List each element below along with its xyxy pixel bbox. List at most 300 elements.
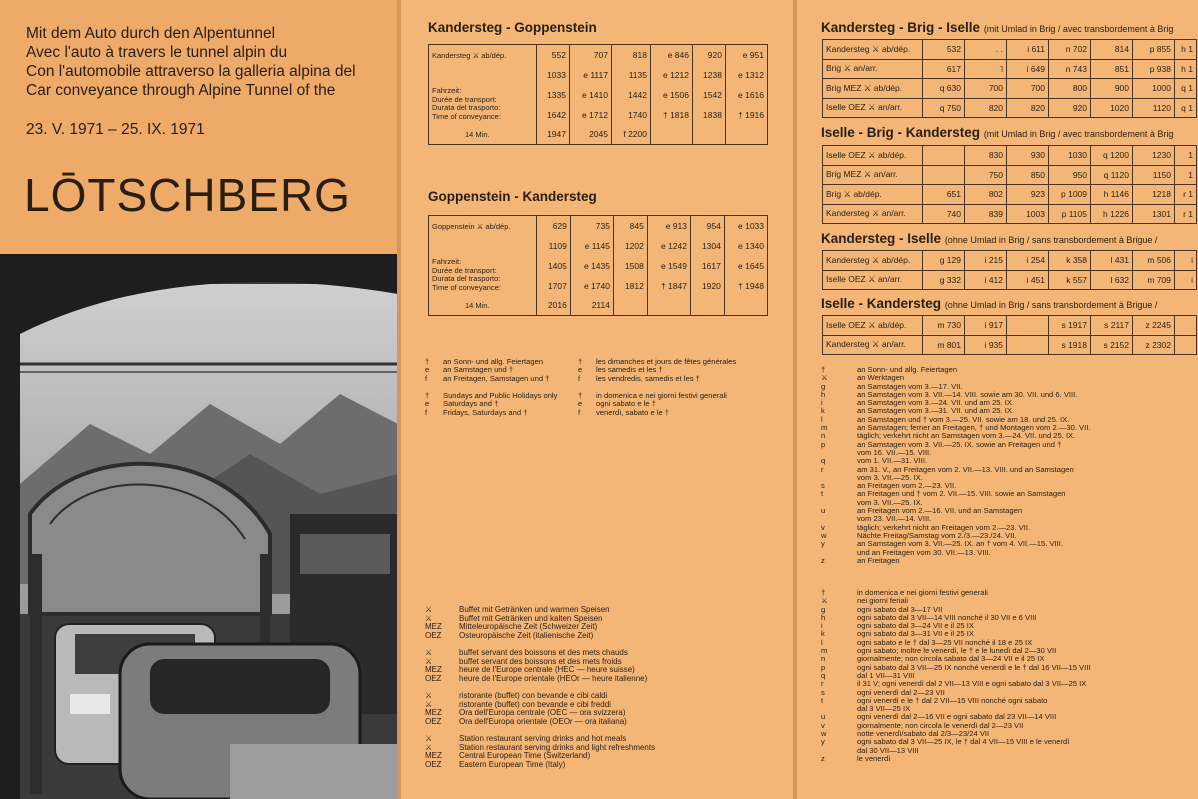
departure-time: e 1117	[569, 65, 611, 85]
departure-time: e 1410	[569, 85, 611, 105]
station-name: Kandersteg ⚔ ab/dép.	[823, 40, 923, 60]
legend-text: buffet servant des boissons et des mets chauds	[459, 648, 628, 657]
departure-time: † 1948	[724, 276, 767, 296]
note-text: giornalmente; non circola sabato dal 3—24 VII e il 25 IX	[857, 654, 1045, 664]
note-text: notte venerdì/sabato dal 2/3—23/24 VII	[857, 729, 990, 739]
conveyance-label-line: Time of conveyance:	[432, 282, 501, 292]
note-symbol: l	[821, 414, 823, 424]
legend-text: Ora dell'Europa centrale (OEC — ora svizzera)	[459, 708, 626, 717]
note-text: ogni sabato e le † dal 3—25 VII nonché il 18 e 25 IX	[857, 637, 1033, 647]
note-symbol: r	[821, 679, 824, 689]
note-symbol: g	[821, 604, 826, 614]
legend-text: heure de l'Europe centrale (HEC — heure suisse)	[459, 665, 635, 674]
departure-time: 1617	[690, 256, 724, 276]
note-symbol: y	[821, 539, 825, 549]
note-symbol: v	[821, 522, 825, 532]
departure-time: i 412	[965, 270, 1007, 290]
departure-time	[1175, 335, 1197, 355]
note-text: an Samstagen vom 3. VII.—25. IX. an † vom 4. VII.—15. VIII.	[857, 539, 1063, 549]
note-symbol: s	[821, 481, 825, 491]
departure-time: i	[1175, 251, 1197, 271]
footnotes-german	[821, 366, 1196, 565]
footnotes-italian	[821, 589, 1196, 763]
table-row	[823, 59, 1197, 79]
table-row	[823, 204, 1197, 224]
table-title-kandersteg-goppenstein: Kandersteg - Goppenstein	[428, 20, 597, 35]
conveyance-label-line: Durata del trasporto:	[432, 274, 501, 283]
note-symbol: z	[821, 753, 825, 763]
departure-time: 750	[965, 165, 1007, 185]
note-symbol: k	[821, 406, 825, 416]
departure-time: 700	[1007, 79, 1049, 99]
legend-text: Ora dell'Europa orientale (OEOr — ora italiana)	[459, 716, 627, 726]
note-text: und an Freitagen vom 30. VII.—13. VIII.	[857, 547, 991, 557]
note-symbol: n	[821, 431, 826, 441]
departure-time: ˥	[965, 59, 1007, 79]
legend-row	[425, 675, 785, 684]
note-symbol: n	[821, 654, 826, 664]
departure-time: n 702	[1049, 40, 1091, 60]
note-row	[821, 755, 1196, 763]
note-symbol: e	[425, 365, 430, 375]
note-symbol: p	[821, 662, 826, 672]
note-text: vom 1. VII.—31. VIII.	[857, 456, 928, 466]
departure-time: i 254	[1007, 251, 1049, 271]
departure-time: 830	[965, 146, 1007, 166]
note-text: an Samstagen und † vom 3.—25. VII. sowie am 18. und 25. IX.	[857, 414, 1070, 424]
note-text: ogni sabato e le †	[596, 399, 656, 409]
departure-time: 950	[1049, 165, 1091, 185]
departure-time: e 1435	[570, 256, 613, 276]
conveyance-label-line: Durée de transport:	[432, 94, 497, 104]
note-text: ogni sabato dal 3 VII—14 VIII nonché il 30 VII e 6 VIII	[857, 612, 1037, 622]
departure-time: h 1	[1175, 59, 1197, 79]
station-label-cell	[429, 216, 537, 316]
note-symbol	[821, 449, 857, 457]
conveyance-label-line: Durée de transport:	[432, 265, 497, 275]
note-symbol	[821, 499, 857, 507]
table-title-kandersteg-brig-iselle	[821, 20, 1198, 35]
legend-text: Eastern European Time (Italy)	[459, 759, 566, 769]
table-row	[823, 316, 1197, 336]
departure-time: h 1146	[1091, 185, 1133, 205]
note-text: in domenica e nei giorni festivi generali	[857, 588, 988, 597]
note-text: an Freitagen und † vom 2. VII.—15. VIII. sowie an Samstagen	[857, 489, 1066, 499]
station-name: Brig ⚔ an/arr.	[823, 59, 923, 79]
conveyance-minutes: 14 Min.	[465, 301, 490, 310]
title-text: Iselle - Kandersteg	[821, 296, 942, 311]
departure-time: 802	[965, 185, 1007, 205]
note-symbol: f	[578, 407, 581, 417]
conveyance-time-label	[432, 258, 542, 292]
note-row	[425, 375, 595, 383]
departure-time: e 1312	[725, 65, 767, 85]
table-row	[823, 165, 1197, 185]
station-name: Brig MEZ ⚔ ab/dép.	[823, 79, 923, 99]
note-symbol: w	[821, 530, 827, 540]
note-symbol: q	[821, 670, 826, 680]
departure-time	[724, 296, 767, 316]
legend-text: Central European Time (Switzerland)	[459, 751, 591, 760]
departure-time: 1202	[613, 236, 647, 256]
note-text: les samedis et les †	[596, 365, 663, 375]
note-symbol: e	[578, 365, 583, 375]
timetable-panel-2	[401, 0, 794, 799]
note-symbol: †	[578, 391, 583, 400]
timetable-panel-3	[797, 0, 1198, 799]
departure-time: e 1506	[650, 85, 692, 105]
note-text: täglich; verkehrt nicht an Freitagen vom 2.—23. VII.	[857, 522, 1031, 532]
legend-symbol: ⚔	[425, 656, 433, 666]
note-symbol: †	[425, 391, 430, 400]
departure-time: z 2245	[1133, 316, 1175, 336]
departure-time: 1508	[613, 256, 647, 276]
note-text: an Freitagen, Samstagen und †	[443, 373, 550, 383]
note-text: dal 3 VII—25 IX	[857, 704, 911, 714]
note-symbol: q	[821, 456, 826, 466]
table-title-kandersteg-iselle	[821, 231, 1198, 246]
departure-time: n 743	[1049, 59, 1091, 79]
symbols-french	[578, 358, 778, 383]
timetable-iselle-kandersteg	[822, 315, 1197, 355]
note-text: venerdì, sabato e le †	[596, 407, 670, 417]
note-symbol: v	[821, 720, 825, 730]
departure-time: 1	[1175, 146, 1197, 166]
legend-text: ristorante (buffet) con bevande e cibi freddi	[459, 699, 611, 709]
legend-text: Buffet mit Getränken und kalten Speisen	[459, 613, 603, 623]
departure-time: 1947	[537, 125, 570, 145]
legend-group	[425, 649, 785, 683]
note-row	[578, 409, 778, 417]
legend-symbol: ⚔	[425, 699, 433, 709]
note-row	[578, 375, 778, 383]
station-name: Kandersteg ⚔ an/arr.	[823, 204, 923, 224]
legend-symbol: ⚔	[425, 613, 433, 623]
departure-time: i 935	[965, 335, 1007, 355]
conveyance-label-line: Durata del trasporto:	[432, 103, 501, 112]
title-text: Kandersteg - Iselle	[821, 231, 942, 246]
departure-time: e 1712	[569, 105, 611, 125]
departure-time: m 730	[923, 316, 965, 336]
legend-symbol: ⚔	[425, 605, 433, 614]
table-row	[823, 146, 1197, 166]
departure-time: l 431	[1091, 251, 1133, 271]
note-text: il 31 V; ogni venerdì dal 2 VII—13 VIII e ogni sabato dal 3 VII—25 IX	[857, 679, 1087, 689]
station-name: Kandersteg ⚔ ab/dép.	[432, 51, 507, 60]
departure-time: 920	[692, 45, 725, 65]
departure-time: 1120	[1133, 98, 1175, 118]
departure-time: 2016	[537, 296, 571, 316]
note-text: an Freitagen vom 2.—16. VII. und an Samstagen	[857, 506, 1023, 516]
departure-time	[1007, 335, 1049, 355]
table-row	[429, 45, 768, 65]
note-symbol: m	[821, 646, 828, 656]
departure-time: i 451	[1007, 270, 1049, 290]
note-symbol	[821, 515, 857, 523]
legend-group	[425, 606, 785, 640]
table-row	[823, 270, 1197, 290]
note-symbol	[821, 474, 857, 482]
departure-time: 820	[965, 98, 1007, 118]
legend-symbol: MEZ	[425, 665, 442, 674]
timetable-kandersteg-iselle	[822, 250, 1197, 290]
legend-row	[425, 718, 785, 727]
note-text: ogni sabato dal 3 VII—25 IX nonché venerdì e le † dal 16 VII—15 VIII	[857, 662, 1091, 672]
departure-time: 1150	[1133, 165, 1175, 185]
note-symbol: w	[821, 729, 827, 739]
departure-time: i 649	[1007, 59, 1049, 79]
note-symbol: u	[821, 506, 826, 516]
departure-time	[923, 165, 965, 185]
departure-time: m 801	[923, 335, 965, 355]
departure-time: p 938	[1133, 59, 1175, 79]
table-title-iselle-kandersteg	[821, 296, 1198, 311]
departure-time: s 1917	[1049, 316, 1091, 336]
note-text: Nächte Freitag/Samstag vom 2./3.—23./24. VII.	[857, 530, 1017, 540]
legend-text: Buffet mit Getränken und warmen Speisen	[459, 605, 610, 614]
intro-line: Car conveyance through Alpine Tunnel of the	[26, 82, 336, 99]
note-text: in domenica e nei giorni festivi generali	[596, 391, 727, 400]
note-symbol: h	[821, 389, 826, 399]
departure-time: i 917	[965, 316, 1007, 336]
note-text: ogni sabato dal 3—24 VII e il 25 IX	[857, 621, 974, 631]
departure-time: 800	[1049, 79, 1091, 99]
departure-time: 1838	[692, 105, 725, 125]
departure-time: r 1	[1175, 185, 1197, 205]
note-symbol: f	[578, 373, 581, 383]
note-text: dal 30 VII—13 VIII	[857, 745, 919, 755]
legend-group	[425, 692, 785, 726]
conveyance-time-label	[432, 87, 542, 121]
departure-time: 850	[1007, 165, 1049, 185]
note-text: an Samstagen vom 3.—17. VII.	[857, 381, 963, 391]
note-text: an Samstagen und †	[443, 365, 514, 375]
conveyance-label-line: Time of conveyance:	[432, 111, 501, 121]
note-text: ogni sabato dal 3 VII—25 IX, le † dal 4 VII—15 VIII e le venerdì	[857, 737, 1070, 747]
station-name: Kandersteg ⚔ ab/dép.	[823, 251, 923, 271]
legend-row	[425, 632, 785, 641]
departure-time: 707	[569, 45, 611, 65]
note-symbol: t	[821, 489, 824, 499]
legend-symbol: MEZ	[425, 622, 442, 631]
note-symbol: i	[821, 398, 823, 408]
note-symbol: i	[821, 621, 823, 631]
conveyance-label-line: Fahrzeit:	[432, 257, 462, 266]
departure-time: 1304	[690, 236, 724, 256]
station-name: Iselle OEZ ⚔ an/arr.	[823, 98, 923, 118]
departure-time: s 2152	[1091, 335, 1133, 355]
departure-time: . .	[965, 40, 1007, 60]
table-title-iselle-brig-kandersteg	[821, 125, 1198, 140]
legend-text: Station restaurant serving drinks and light refreshments	[459, 742, 656, 752]
departure-time: 2045	[569, 125, 611, 145]
table-row	[823, 185, 1197, 205]
note-symbol: †	[578, 357, 583, 366]
note-symbol: u	[821, 712, 826, 722]
departure-time: z 2302	[1133, 335, 1175, 355]
station-name: Kandersteg ⚔ an/arr.	[823, 335, 923, 355]
departure-time: l 632	[1091, 270, 1133, 290]
note-text: nei giorni feriali	[857, 596, 909, 606]
departure-time	[690, 296, 724, 316]
timetable-iselle-brig-kandersteg	[822, 145, 1197, 224]
note-text: am 31. V., an Freitagen vom 2. VII.—13. VIII. und an Samstagen	[857, 464, 1074, 474]
table-row	[823, 40, 1197, 60]
note-symbol: p	[821, 439, 826, 449]
departure-time: e 1033	[724, 216, 767, 236]
departure-time: 1542	[692, 85, 725, 105]
season-dates: 23. V. 1971 – 25. IX. 1971	[26, 121, 205, 138]
title-subtitle: (ohne Umlad in Brig / sans transbordement à Brigue /	[944, 235, 1158, 245]
departure-time: h 1226	[1091, 204, 1133, 224]
note-text: täglich; verkehrt nicht an Samstagen vom 3.—24. VII. und 25. IX.	[857, 431, 1076, 441]
legend-symbol: ⚔	[425, 742, 433, 752]
departure-time: 617	[923, 59, 965, 79]
departure-time: 1335	[537, 85, 570, 105]
intro-line: Con l'automobile attraverso la galleria alpina del	[26, 63, 356, 80]
legend-symbol: OEZ	[425, 673, 442, 683]
title-subtitle: (mit Umlad in Brig / avec transbordement à Brig	[983, 129, 1174, 139]
note-text: an Samstagen vom 3.—31. VII. und am 25. IX.	[857, 406, 1015, 416]
legend-text: Station restaurant serving drinks and hot meals	[459, 734, 627, 743]
symbols-english	[425, 392, 595, 417]
departure-time: k 557	[1049, 270, 1091, 290]
symbols-italian	[578, 392, 778, 417]
cover-panel	[0, 0, 398, 799]
intro-line: Avec l'auto à travers le tunnel alpin du	[26, 44, 288, 61]
note-symbol: †	[821, 365, 826, 374]
departure-time: 1238	[692, 65, 725, 85]
departure-time: † 1916	[725, 105, 767, 125]
departure-time: 930	[1007, 146, 1049, 166]
note-symbol: h	[821, 612, 826, 622]
departure-time: 1812	[613, 276, 647, 296]
departure-time: g 332	[923, 270, 965, 290]
note-row	[425, 409, 595, 417]
departure-time: 820	[1007, 98, 1049, 118]
note-text: ogni venerdì dal 2—16 VII e ogni sabato dal 23 VII—14 VIII	[857, 712, 1057, 722]
departure-time: 818	[611, 45, 650, 65]
departure-time: 1218	[1133, 185, 1175, 205]
departure-time: † 1847	[647, 276, 690, 296]
note-row	[821, 557, 1196, 565]
note-symbol: r	[821, 464, 824, 474]
station-name: Iselle OEZ ⚔ an/arr.	[823, 270, 923, 290]
departure-time: e 1340	[724, 236, 767, 256]
title-text: Iselle - Brig - Kandersteg	[821, 125, 981, 140]
station-name: Brig ⚔ ab/dép.	[823, 185, 923, 205]
departure-time: 740	[923, 204, 965, 224]
legend-text: buffet servant des boissons et des mets froids	[459, 656, 622, 666]
note-symbol: †	[425, 357, 430, 366]
departure-time: 1109	[537, 236, 571, 256]
note-text: Saturdays and †	[443, 399, 499, 409]
departure-time: e 1242	[647, 236, 690, 256]
departure-time: e 951	[725, 45, 767, 65]
departure-time: i 611	[1007, 40, 1049, 60]
departure-time: 700	[965, 79, 1007, 99]
note-symbol: f	[425, 373, 428, 383]
note-symbol: z	[821, 555, 825, 565]
departure-time: 1230	[1133, 146, 1175, 166]
departure-time: 1442	[611, 85, 650, 105]
legend-symbol: ⚔	[425, 734, 433, 743]
note-text: les vendredis, samedis et les †	[596, 373, 700, 383]
departure-time: i	[1175, 270, 1197, 290]
note-symbol: e	[425, 399, 430, 409]
note-text: giornalmente; non circola le venerdì dal 2—23 VII	[857, 720, 1024, 730]
departure-time: e 846	[650, 45, 692, 65]
note-symbol: l	[821, 637, 823, 647]
legend-text: ristorante (buffet) con bevande e cibi caldi	[459, 691, 608, 700]
note-symbol: k	[821, 629, 825, 639]
note-text: an Sonn- und allg. Feiertagen	[443, 357, 544, 366]
departure-time: 735	[570, 216, 613, 236]
note-text: an Freitagen vom 2.—23. VII.	[857, 481, 957, 491]
departure-time: q 630	[923, 79, 965, 99]
note-symbol: ⚔	[821, 373, 828, 383]
table-row	[823, 335, 1197, 355]
departure-time: q 1	[1175, 98, 1197, 118]
intro-text	[26, 24, 356, 100]
note-text: dal 1 VII—31 VIII	[857, 670, 915, 680]
note-text: ogni venerdì dal 2—23 VII	[857, 687, 945, 697]
departure-time: 651	[923, 185, 965, 205]
departure-time: 1135	[611, 65, 650, 85]
note-text: Fridays, Saturdays and †	[443, 407, 528, 417]
station-name: Iselle OEZ ⚔ ab/dép.	[823, 316, 923, 336]
departure-time: p 855	[1133, 40, 1175, 60]
note-text: Sundays and Public Holidays only	[443, 391, 558, 400]
departure-time: q 1200	[1091, 146, 1133, 166]
departure-time: 851	[1091, 59, 1133, 79]
note-text: ogni sabato dal 3—31 VII e il 25 IX	[857, 629, 974, 639]
departure-time: s 1918	[1049, 335, 1091, 355]
note-text: an Samstagen vom 3.—24. VII. und am 25. IX.	[857, 398, 1015, 408]
departure-time: 845	[613, 216, 647, 236]
departure-time: 1642	[537, 105, 570, 125]
departure-time: 1405	[537, 256, 571, 276]
conveyance-label-line: Fahrzeit:	[432, 86, 462, 95]
note-text: le venerdì	[857, 753, 891, 763]
legend-text: Mitteleuropäische Zeit (Schweizer Zeit)	[459, 622, 598, 631]
departure-time: q 1120	[1091, 165, 1133, 185]
departure-time: e 1212	[650, 65, 692, 85]
legend-symbol: MEZ	[425, 708, 442, 717]
departure-time: r 1	[1175, 204, 1197, 224]
note-symbol	[821, 747, 857, 755]
car-train-photo	[0, 254, 398, 799]
legend-symbols	[425, 606, 785, 778]
departure-time: 2114	[570, 296, 613, 316]
note-text: vom 3. VII.—25. IX.	[857, 497, 923, 507]
legend-symbol: ⚔	[425, 691, 433, 700]
departure-time: s 2117	[1091, 316, 1133, 336]
timetable-goppenstein-kandersteg	[428, 215, 768, 316]
note-text: ogni sabato; inoltre le venerdì, le † e le lunedì dal 2—30 VII	[857, 646, 1057, 656]
departure-time: 629	[537, 216, 571, 236]
departure-time	[923, 146, 965, 166]
table-row	[429, 216, 768, 236]
note-text: an Werktagen	[857, 373, 905, 383]
departure-time: m 709	[1133, 270, 1175, 290]
station-label-cell	[429, 45, 537, 145]
departure-time: 923	[1007, 185, 1049, 205]
departure-time: e 1740	[570, 276, 613, 296]
departure-time: † 1818	[650, 105, 692, 125]
departure-time: p 1009	[1049, 185, 1091, 205]
note-text: ogni venerdì e le † dal 2 VII—15 VIII nonché ogni sabato	[857, 695, 1048, 705]
